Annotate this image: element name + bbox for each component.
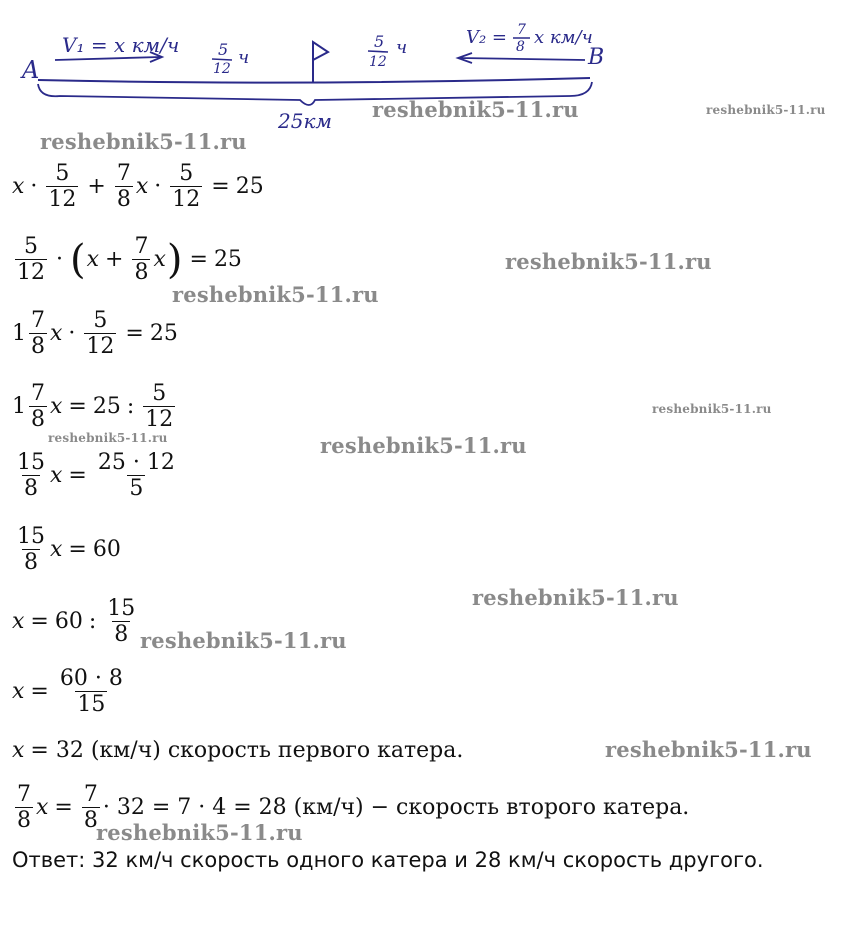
t2-unit: ч	[396, 37, 408, 58]
t2-num: 5	[374, 32, 385, 51]
equation-line-6: $\frac{15}{8}$ x = 60	[17, 524, 121, 576]
equation-line-3: 1 $\frac{7}{8}$ x · $\frac{5}{12}$ = 25	[12, 308, 178, 360]
t2-den: 12	[369, 54, 387, 70]
equation-line-7: x = 60 : $\frac{15}{8}$	[12, 596, 136, 648]
watermark: reshebnik5-11.ru	[652, 402, 772, 416]
watermark: reshebnik5-11.ru	[140, 628, 347, 653]
distance-label: 25км	[278, 109, 332, 130]
t2-bar	[368, 51, 388, 52]
watermark: reshebnik5-11.ru	[172, 282, 379, 307]
watermark: reshebnik5-11.ru	[605, 737, 812, 762]
watermark: reshebnik5-11.ru	[96, 820, 303, 845]
answer-text: Ответ: 32 км/ч скорость одного катера и 28 км/ч скорость другого.	[12, 848, 764, 872]
v2-suffix: x км/ч	[534, 27, 593, 48]
t1-den: 12	[213, 61, 231, 77]
point-b-label: B	[588, 45, 605, 70]
v2-num: 7	[517, 22, 526, 38]
equation-line-2: $\frac{5}{12}$ · ( x + $\frac{7}{8}$ x ) = 25	[17, 234, 242, 286]
t1-bar	[212, 59, 232, 60]
equation-line-8: x = $\frac{60 \cdot 8}{15}$	[12, 666, 123, 718]
watermark: reshebnik5-11.ru	[48, 431, 168, 445]
watermark: reshebnik5-11.ru	[40, 129, 247, 154]
v1-label: V₁ = x км/ч	[62, 33, 180, 57]
equation-line-5: $\frac{15}{8}$ x = $\frac{25 \cdot 12}{5}$	[17, 450, 175, 502]
t1-unit: ч	[238, 47, 250, 68]
watermark: reshebnik5-11.ru	[505, 249, 712, 274]
watermark: reshebnik5-11.ru	[706, 103, 826, 117]
v2-den: 8	[516, 39, 525, 55]
point-a-label: A	[22, 56, 40, 84]
t1-num: 5	[218, 40, 229, 59]
watermark: reshebnik5-11.ru	[320, 433, 527, 458]
equation-line-10: $\frac{7}{8}$ x = $\frac{7}{8}$ · 32 = 7 · 4 = 28 (км/ч) − скорость второго катера.	[17, 782, 690, 834]
watermark: reshebnik5-11.ru	[372, 97, 579, 122]
meeting-flag-icon	[313, 42, 328, 82]
equation-line-4: 1 $\frac{7}{8}$ x = 25 : $\frac{5}{12}$	[12, 381, 174, 433]
v2-prefix: V₂ =	[466, 27, 508, 48]
equation-line-9: x = 32 (км/ч) скорость первого катера.	[12, 738, 464, 763]
watermark: reshebnik5-11.ru	[472, 585, 679, 610]
equation-line-1: x · $\frac{5}{12}$ + $\frac{7}{8}$ x · $\frac{5}{12}$ = 25	[12, 161, 264, 213]
